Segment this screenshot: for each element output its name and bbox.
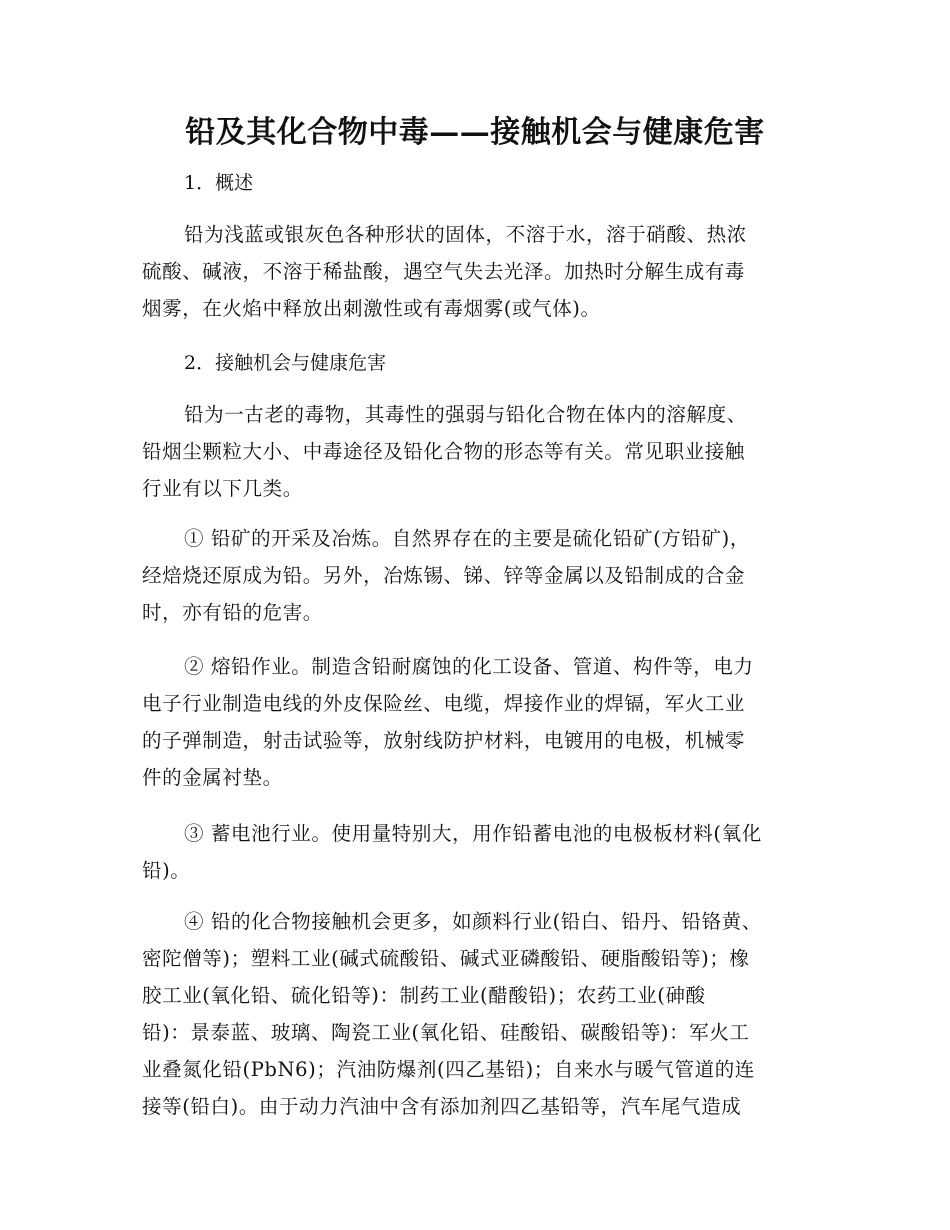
paragraph-line: 密陀僧等)；塑料工业(碱式硫酸铅、碱式亚磷酸铅、硬脂酸铅等)；橡 xyxy=(142,947,750,970)
list-item-mining xyxy=(142,520,822,631)
paragraph-line: 接等(铅白)。由于动力汽油中含有添加剂四乙基铅等，汽车尾气造成 xyxy=(142,1095,742,1118)
paragraph-line: 铅烟尘颗粒大小、中毒途径及铅化合物的形态等有关。常见职业接触 xyxy=(142,440,746,463)
exposure-intro-paragraph xyxy=(142,396,822,507)
list-item-compounds xyxy=(142,903,822,1125)
section-heading-exposure: 2．接触机会与健康危害 xyxy=(184,352,387,374)
paragraph-line: 件的金属衬垫。 xyxy=(142,766,283,789)
paragraph-line: 硫酸、碱液，不溶于稀盐酸，遇空气失去光泽。加热时分解生成有毒 xyxy=(142,260,746,283)
section-heading-overview: 1．概述 xyxy=(184,172,254,194)
paragraph-line: ① 铅矿的开采及冶炼。自然界存在的主要是硫化铅矿(方铅矿)， xyxy=(184,527,750,550)
paragraph-line: 的子弹制造，射击试验等，放射线防护材料，电镀用的电极，机械零 xyxy=(142,729,746,752)
paragraph-line: 铅)。 xyxy=(142,859,191,882)
paragraph-line: 铅为一古老的毒物，其毒性的强弱与铅化合物在体内的溶解度、 xyxy=(184,403,747,426)
paragraph-line: 铅)：景泰蓝、玻璃、陶瓷工业(氧化铅、硅酸铅、碳酸铅等)：军火工 xyxy=(142,1021,750,1044)
paragraph-line: ② 熔铅作业。制造含铅耐腐蚀的化工设备、管道、构件等，电力 xyxy=(184,655,754,678)
paragraph-line: 行业有以下几类。 xyxy=(142,477,303,500)
paragraph-line: ③ 蓄电池行业。使用量特别大，用作铅蓄电池的电极板材料(氧化 xyxy=(184,822,762,845)
paragraph-line: 烟雾，在火焰中释放出刺激性或有毒烟雾(或气体)。 xyxy=(142,297,601,320)
paragraph-line: 电子行业制造电线的外皮保险丝、电缆，焊接作业的焊镉，军火工业 xyxy=(142,692,746,715)
paragraph-line: 时，亦有铅的危害。 xyxy=(142,601,323,624)
paragraph-line: 铅为浅蓝或银灰色各种形状的固体，不溶于水，溶于硝酸、热浓 xyxy=(184,223,747,246)
paragraph-line: ④ 铅的化合物接触机会更多，如颜料行业(铅白、铅丹、铅铬黄、 xyxy=(184,910,762,933)
paragraph-line: 业叠氮化铅(PbN6)；汽油防爆剂(四乙基铅)；自来水与暖气管道的连 xyxy=(142,1058,755,1081)
list-item-battery xyxy=(142,815,822,889)
list-item-smelting xyxy=(142,648,822,796)
document-title: 铅及其化合物中毒——接触机会与健康危害 xyxy=(185,115,765,150)
overview-paragraph xyxy=(142,216,822,327)
paragraph-line: 经焙烧还原成为铅。另外，冶炼锡、锑、锌等金属以及铅制成的合金 xyxy=(142,564,746,587)
paragraph-line: 胶工业(氧化铅、硫化铅等)：制药工业(醋酸铅)；农药工业(砷酸 xyxy=(142,984,706,1007)
